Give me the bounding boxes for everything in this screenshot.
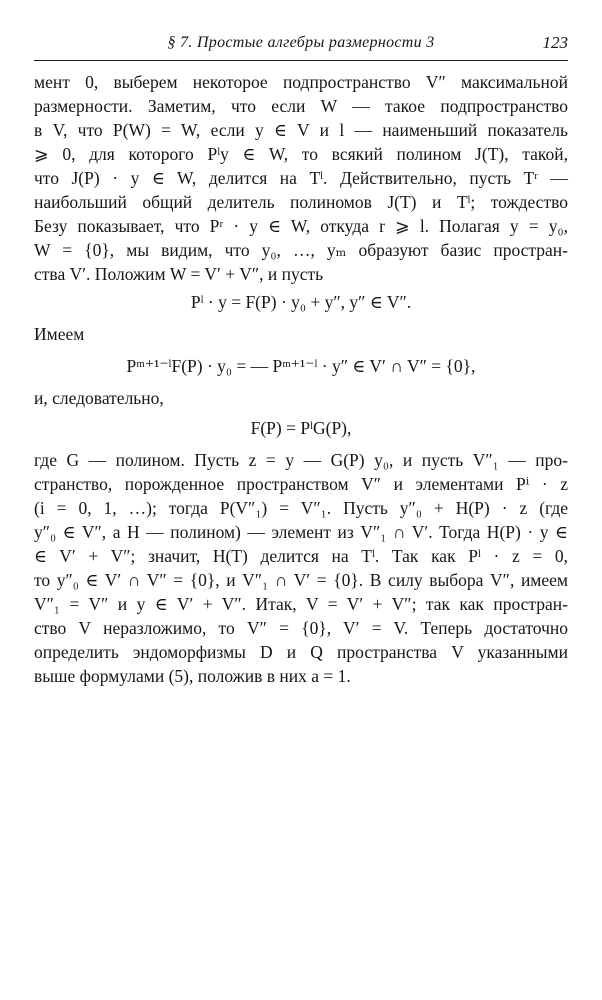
text-line: где G — полином. Пусть z = y — G(P) y₀, и пусть V″₁ — про- [34,450,568,470]
text-line: ство V неразложимо, то V″ = {0}, V′ = V. Теперь достаточно [34,618,568,638]
text-line: определить эндоморфизмы D и Q пространства V указанными [34,642,568,662]
page-number: 123 [542,33,568,52]
text-line: размерности. Заметим, что если W — такое подпространство [34,96,568,116]
display-formula: Pᵐ⁺¹⁻ˡF(P) · y₀ = — Pᵐ⁺¹⁻ˡ · y″ ∈ V′ ∩ V″ = {0}, [126,356,476,376]
text-line: Безу показывает, что Pʳ · y ∈ W, откуда r ⩾ l. Полагая y = y₀, [34,216,568,236]
display-formula: F(P) = PˡG(P), [250,418,352,438]
text-line: мент 0, выберем некоторое подпространство V″ максимальной [34,72,568,92]
text-line: (i = 0, 1, …); тогда P(V″₁) = V″₁. Пусть y″₀ + H(P) · z (где [34,498,568,518]
text-line: ⩾ 0, для которого Pˡy ∈ W, то всякий полином J(T), такой, [34,144,568,164]
text-line: и, следовательно, [34,388,164,408]
text-line: W = {0}, мы видим, что y₀, …, yₘ образуют базис простран- [34,240,568,260]
text-line: выше формулами (5), положив в них a = 1. [34,666,351,686]
text-line: что J(P) · y ∈ W, делится на Tˡ. Действительно, пусть Tʳ — [34,168,568,188]
running-header [34,30,568,61]
text-line: то y″₀ ∈ V′ ∩ V″ = {0}, и V″₁ ∩ V′ = {0}. В силу выбора V″, имеем [34,570,568,590]
text-line: Имеем [34,324,85,344]
text-line: ∈ V′ + V″; значит, H(T) делится на Tˡ. Так как Pˡ · z = 0, [34,546,568,566]
text-line: странство, порожденное пространством V″ и элементами Pⁱ · z [34,474,568,494]
text-line: y″₀ ∈ V″, а H — полином) — элемент из V″₁ ∩ V′. Тогда H(P) · y ∈ [34,522,568,542]
text-line: наибольший общий делитель полиномов J(T) и Tˡ; тождество [34,192,568,212]
text-line: ства V′. Положим W = V′ + V″, и пусть [34,264,324,284]
text-line: в V, что P(W) = W, если y ∈ V и l — наименьший показатель [34,120,568,140]
display-formula: Pˡ · y = F(P) · y₀ + y″, y″ ∈ V″. [190,292,412,312]
section-title: § 7. Простые алгебры размерности 3 [167,34,435,51]
text-line: V″₁ = V″ и y ∈ V′ + V″. Итак, V = V′ + V″; так как простран- [34,594,568,614]
